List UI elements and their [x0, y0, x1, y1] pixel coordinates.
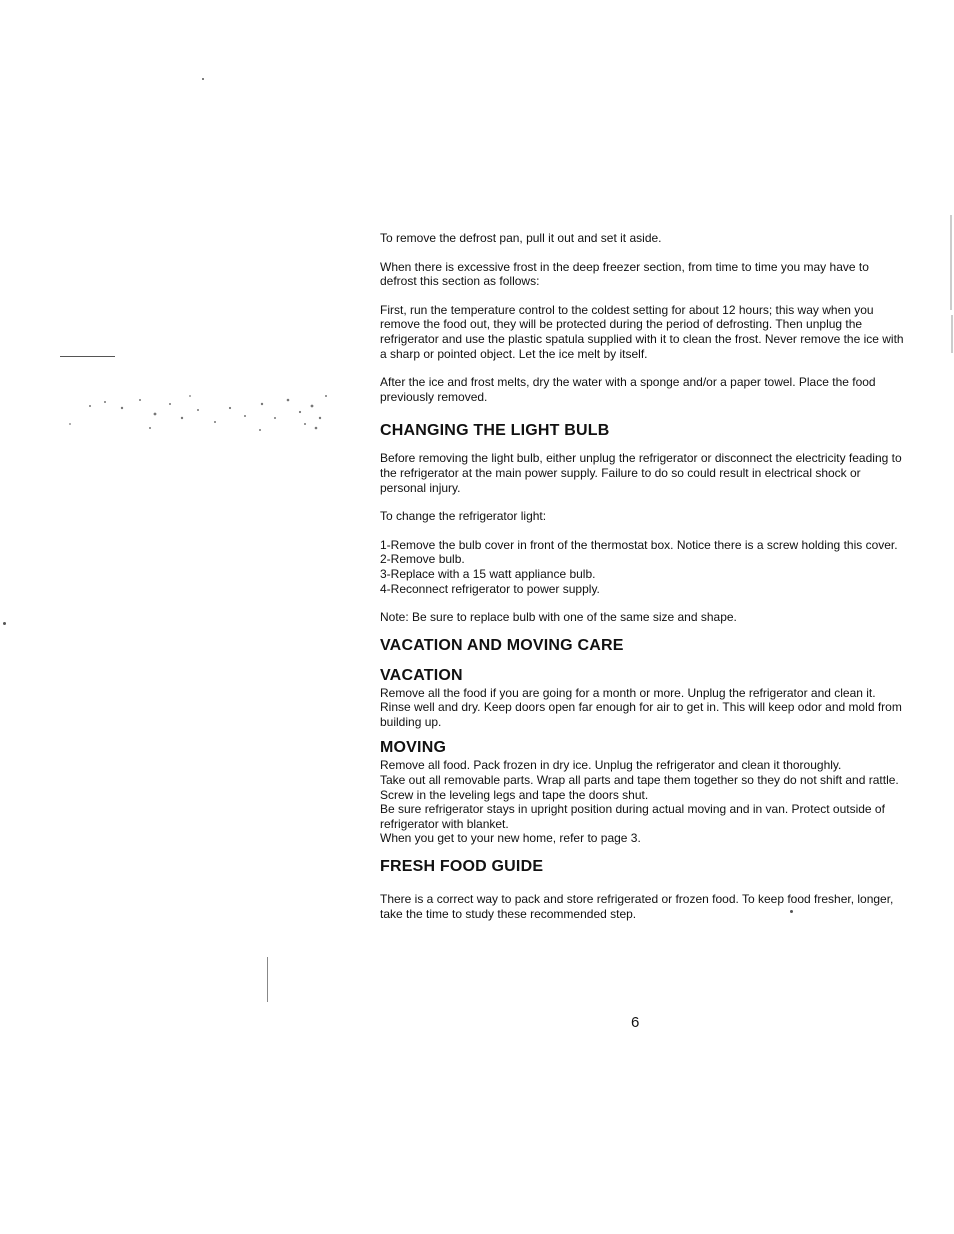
scan-speck	[3, 622, 6, 625]
edge-marks	[944, 215, 954, 355]
paragraph-moving-line: Take out all removable parts. Wrap all parts and tape them together so they do not shift and rattle. Screw in the leveling legs and tape the doors shut.	[380, 773, 899, 802]
paragraph-moving-line: Remove all food. Pack frozen in dry ice. Unplug the refrigerator and clean it thoroughly.	[380, 758, 842, 773]
scan-noise	[30, 378, 335, 440]
paragraph-excessive-frost: When there is excessive frost in the deep freezer section, from time to time you may have to defrost this section as follows:	[380, 259, 869, 289]
paragraph-defrost-pan: To remove the defrost pan, pull it out and set it aside.	[380, 231, 662, 245]
paragraph-vacation: Remove all the food if you are going for a month or more. Unplug the refrigerator and clean it. Rinse well and dry. Keep doors open far enough for air to get in. This will keep odor and mold from building up.	[380, 685, 902, 729]
list-item: 3-Replace with a 15 watt appliance bulb.	[380, 566, 596, 581]
heading-moving: MOVING	[380, 739, 447, 757]
main-column	[380, 231, 904, 921]
scan-speck	[267, 957, 268, 1002]
paragraph-fresh-food: There is a correct way to pack and store refrigerated or frozen food. To keep food fresher, longer, take the time to study these recommended step.	[380, 892, 894, 921]
paragraph-moving-line: Be sure refrigerator stays in upright position during actual moving and in van. Protect outside of refrigerator with blanket.	[380, 802, 885, 831]
scan-speck	[202, 78, 204, 80]
heading-vacation: VACATION	[380, 666, 463, 684]
paragraph-defrost-steps: First, run the temperature control to the coldest setting for about 12 hours; this way when you remove the food out, they will be protected during the period of defrosting. Then unplug the refrigerator and use the plastic spatula supplied with it to clean the frost. Never remove the ice with a sharp or pointed object. Let the ice melt by itself.	[380, 302, 904, 361]
paragraph-light-bulb-warning: Before removing the light bulb, either unplug the refrigerator or disconnect the electricity feading to the refrigerator at the main power supply. Failure to do so could result in electrical shock or personal injury.	[380, 451, 902, 495]
light-bulb-steps	[380, 538, 904, 596]
paragraph-bulb-note: Note: Be sure to replace bulb with one of the same size and shape.	[380, 610, 737, 625]
scan-speck	[60, 356, 115, 357]
heading-vacation-moving-care: VACATION AND MOVING CARE	[380, 636, 624, 654]
list-item: 2-Remove bulb.	[380, 552, 465, 567]
page-number: 6	[631, 1014, 640, 1031]
paragraph-after-melt: After the ice and frost melts, dry the water with a sponge and/or a paper towel. Place the food previously removed.	[380, 375, 876, 404]
paragraph-moving-line: When you get to your new home, refer to page 3.	[380, 831, 641, 846]
list-item: 4-Reconnect refrigerator to power supply.	[380, 581, 600, 596]
heading-fresh-food-guide: FRESH FOOD GUIDE	[380, 858, 544, 876]
list-item: 1-Remove the bulb cover in front of the thermostat box. Notice there is a screw holding this cover.	[380, 537, 898, 552]
heading-changing-light-bulb: CHANGING THE LIGHT BULB	[380, 422, 610, 440]
paragraph-change-light-lead: To change the refrigerator light:	[380, 509, 547, 524]
